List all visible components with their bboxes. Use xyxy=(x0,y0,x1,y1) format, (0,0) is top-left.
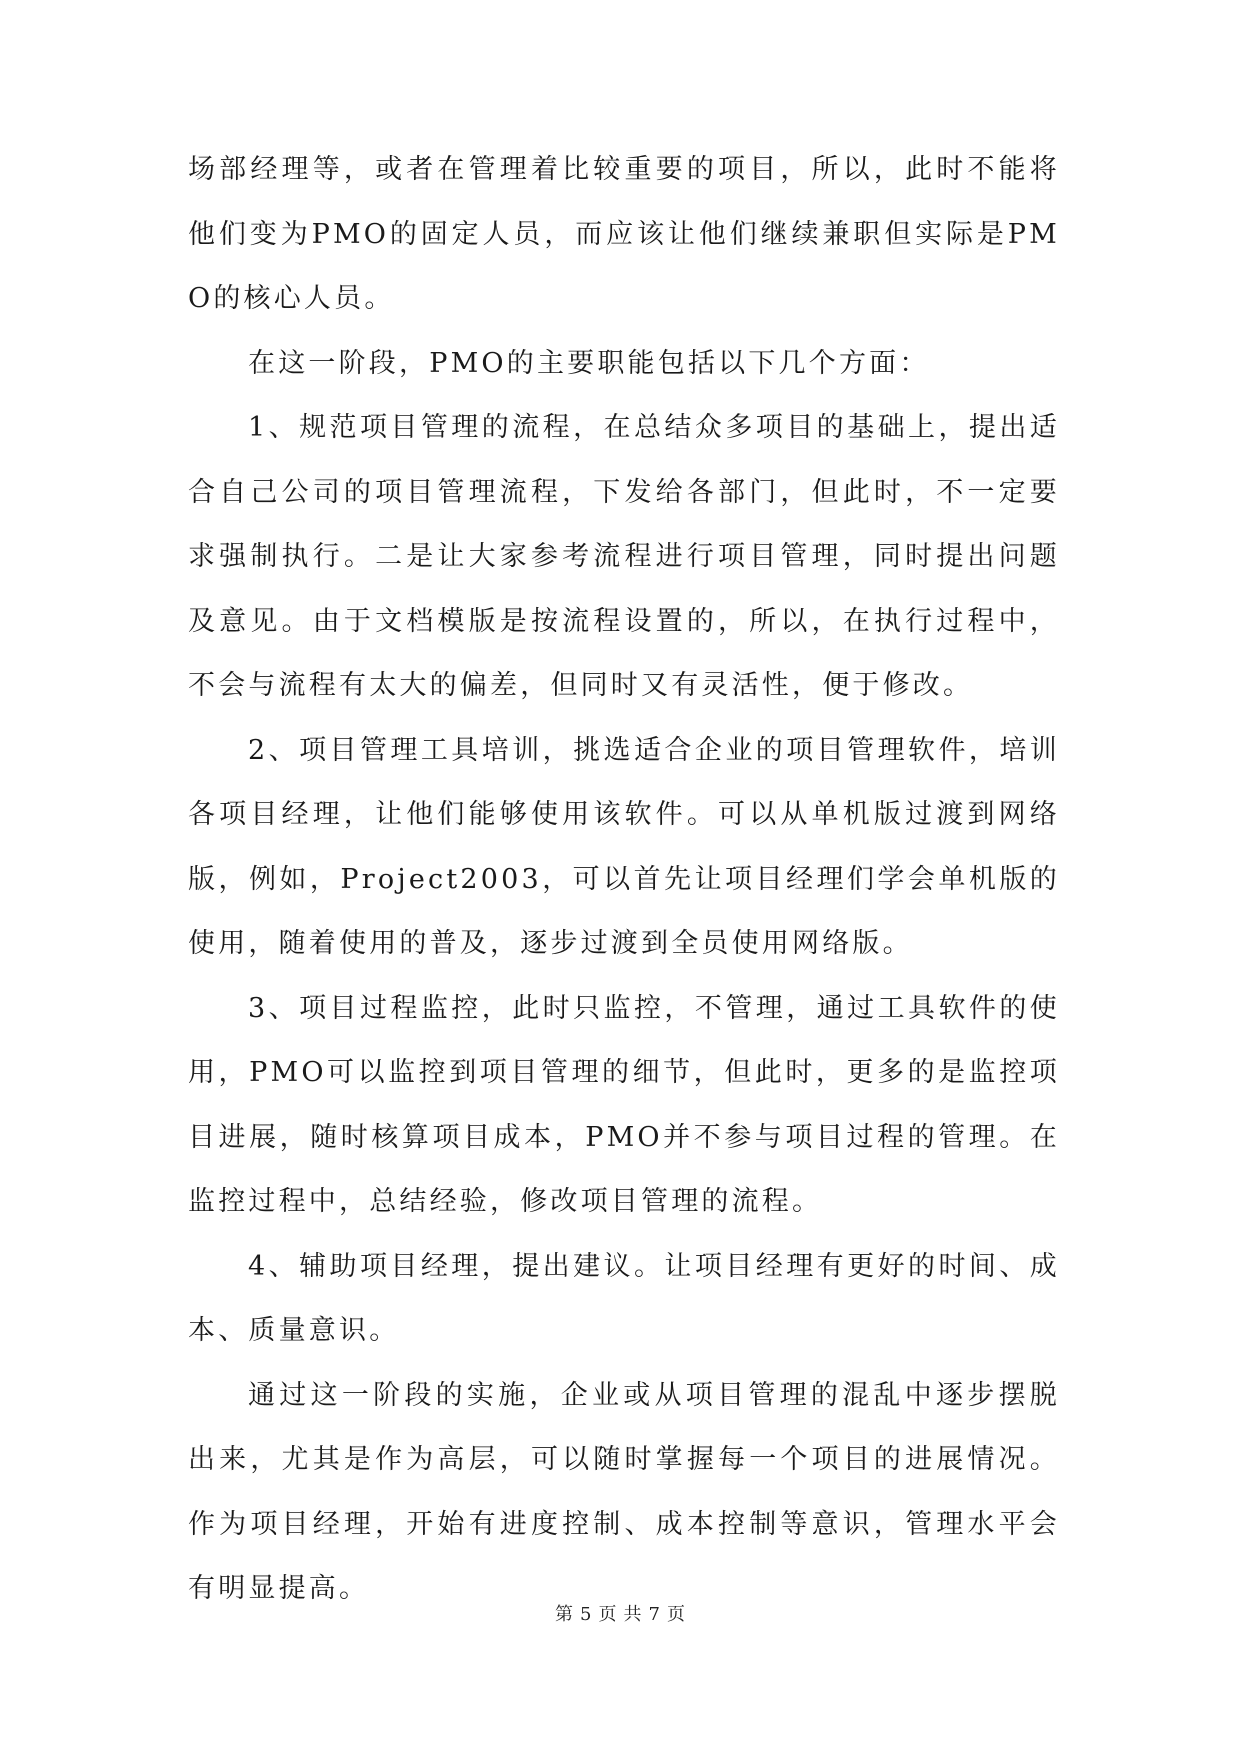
document-body xyxy=(188,138,1060,1622)
paragraph-3: 1、规范项目管理的流程，在总结众多项目的基础上，提出适合自己公司的项目管理流程，下发给各部门，但此时，不一定要求强制执行。二是让大家参考流程进行项目管理，同时提出问题及意见。由于文档模版是按流程设置的，所以，在执行过程中，不会与流程有太大的偏差，但同时又有灵活性，便于修改。 xyxy=(188,412,1060,701)
footer-page-end-label: 页 xyxy=(666,1604,686,1625)
footer-page-label: 页 xyxy=(598,1604,618,1625)
paragraph-5: 3、项目过程监控，此时只监控，不管理，通过工具软件的使用，PMO可以监控到项目管理的细节，但此时，更多的是监控项目进展，随时核算项目成本，PMO并不参与项目过程的管理。在监控过程中，总结经验，修改项目管理的流程。 xyxy=(188,992,1060,1217)
paragraph-1: 场部经理等，或者在管理着比较重要的项目，所以，此时不能将他们变为PMO的固定人员，而应该让他们继续兼职但实际是PMO的核心人员。 xyxy=(188,154,1060,314)
page-footer xyxy=(0,1600,1241,1626)
footer-total-pages: 7 xyxy=(648,1604,661,1625)
footer-prefix: 第 xyxy=(555,1604,575,1625)
paragraph-2: 在这一阶段，PMO的主要职能包括以下几个方面： xyxy=(248,347,930,379)
paragraph-4: 2、项目管理工具培训，挑选适合企业的项目管理软件，培训各项目经理，让他们能够使用该软件。可以从单机版过渡到网络版，例如，Project2003，可以首先让项目经理们学会单机版的使用，随着使用的普及，逐步过渡到全员使用网络版。 xyxy=(188,734,1060,959)
paragraph-6: 4、辅助项目经理，提出建议。让项目经理有更好的时间、成本、质量意识。 xyxy=(188,1250,1060,1346)
footer-total-label: 共 xyxy=(623,1604,643,1625)
footer-current-page: 5 xyxy=(580,1604,593,1625)
paragraph-7: 通过这一阶段的实施，企业或从项目管理的混乱中逐步摆脱出来，尤其是作为高层，可以随时掌握每一个项目的进展情况。作为项目经理，开始有进度控制、成本控制等意识，管理水平会有明显提高。 xyxy=(188,1379,1060,1604)
